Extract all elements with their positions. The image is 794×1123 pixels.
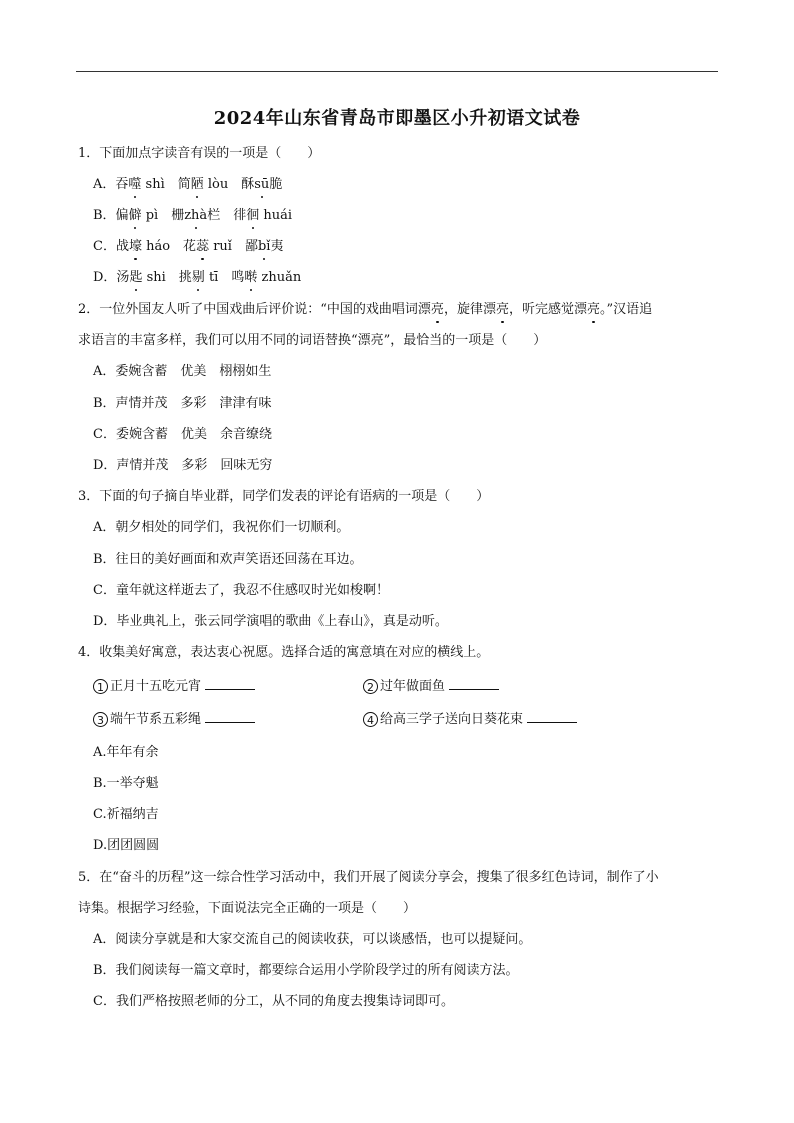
question-3-option-b: B．往日的美好画面和欢声笑语还回荡在耳边。 — [93, 552, 363, 567]
page-title: 2024年山东省青岛市即墨区小升初语文试卷 — [213, 108, 581, 129]
dotted-char: 啭 — [244, 270, 258, 285]
dotted-char: 壕 — [128, 239, 142, 254]
question-4-option-c: C.祈福纳吉 — [93, 807, 159, 822]
dotted-char: 蕊 — [196, 239, 210, 254]
answer-blank[interactable] — [527, 710, 577, 723]
answer-blank[interactable] — [449, 677, 499, 690]
question-4-option-a: A.年年有余 — [93, 745, 159, 760]
question-2-option-a: A．委婉含蓄 优美 栩栩如生 — [93, 364, 272, 379]
dotted-char: 亮 — [495, 302, 509, 317]
dotted-char: 陋 — [190, 177, 204, 192]
dotted-char: 僻 — [128, 208, 142, 223]
dotted-char: 亮 — [586, 302, 600, 317]
question-1-stem: 1．下面加点字读音有误的一项是（ ） — [78, 146, 321, 161]
circled-number: 2 — [363, 679, 378, 694]
question-5-option-a: A．阅读分享就是和大家交流自己的阅读收获，可以谈感悟，也可以提疑问。 — [93, 932, 532, 947]
dotted-char: zhà — [184, 208, 208, 223]
question-4-item-3: 3 端午节系五彩绳 — [93, 710, 255, 729]
question-4-item-2: 2 过年做面鱼 — [363, 677, 499, 696]
circled-number: 3 — [93, 712, 108, 727]
question-4-option-b: B.一举夺魁 — [93, 776, 159, 791]
answer-blank[interactable] — [205, 677, 255, 690]
circled-number: 1 — [93, 679, 108, 694]
dotted-char: 噬 — [128, 177, 142, 192]
question-2-stem-line-2: 求语言的丰富多样，我们可以用不同的词语替换“漂亮”，最恰当的一项是（ ） — [78, 333, 547, 348]
circled-number: 4 — [363, 712, 378, 727]
question-3-option-d: D．毕业典礼上，张云同学演唱的歌曲《上春山》，真是动听。 — [93, 614, 448, 629]
dotted-char: 剔 — [191, 270, 205, 285]
dotted-char: 匙 — [129, 270, 143, 285]
dotted-char: bǐ — [257, 239, 271, 254]
header-rule — [76, 71, 718, 72]
dotted-char: 徊 — [246, 208, 260, 223]
question-3-option-c: C．童年就这样逝去了，我忍不住感叹时光如梭啊！ — [93, 583, 389, 598]
question-3-stem: 3．下面的句子摘自毕业群，同学们发表的评论有语病的一项是（ ） — [78, 489, 490, 504]
question-2-option-b: B．声情并茂 多彩 津津有味 — [93, 396, 272, 411]
question-1-option-a: A．吞噬 shì 简陋 lòu 酥sū脆 — [93, 177, 283, 192]
dotted-char: sū — [254, 177, 270, 192]
question-5-stem-line-2: 诗集。根据学习经验，下面说法完全正确的一项是（ ） — [78, 901, 417, 916]
question-5-stem: 5．在“奋斗的历程”这一综合性学习活动中，我们开展了阅读分享会，搜集了很多红色诗词，制作了小 — [78, 870, 659, 885]
question-5-option-b: B．我们阅读每一篇文章时，都要综合运用小学阶段学过的所有阅读方法。 — [93, 963, 519, 978]
question-4-item-1: 1 正月十五吃元宵 — [93, 677, 255, 696]
answer-blank[interactable] — [205, 710, 255, 723]
question-4-item-4: 4 给高三学子送向日葵花束 — [363, 710, 577, 729]
question-4-stem: 4．收集美好寓意，表达衷心祝愿。选择合适的寓意填在对应的横线上。 — [78, 645, 490, 660]
question-2-stem: 2．一位外国友人听了中国戏曲后评价说：“中国的戏曲唱词漂亮，旋律漂亮，听完感觉漂亮。”汉语追 — [78, 302, 653, 317]
question-2-option-d: D．声情并茂 多彩 回味无穷 — [93, 458, 273, 473]
question-5-option-c: C．我们严格按照老师的分工，从不同的角度去搜集诗词即可。 — [93, 994, 454, 1009]
question-1-option-d: D．汤匙 shi 挑剔 tī 鸣啭 zhuǎn — [93, 270, 302, 285]
dotted-char: 亮 — [430, 302, 444, 317]
question-3-option-a: A．朝夕相处的同学们，我祝你们一切顺利。 — [93, 520, 350, 535]
question-4-option-d: D.团团圆圆 — [93, 838, 160, 853]
question-1-option-c: C．战壕 háo 花蕊 ruǐ 鄙bǐ夷 — [93, 239, 284, 254]
question-1-option-b: B．偏僻 pì 栅zhà栏 徘徊 huái — [93, 208, 293, 223]
question-2-option-c: C．委婉含蓄 优美 余音缭绕 — [93, 427, 272, 442]
